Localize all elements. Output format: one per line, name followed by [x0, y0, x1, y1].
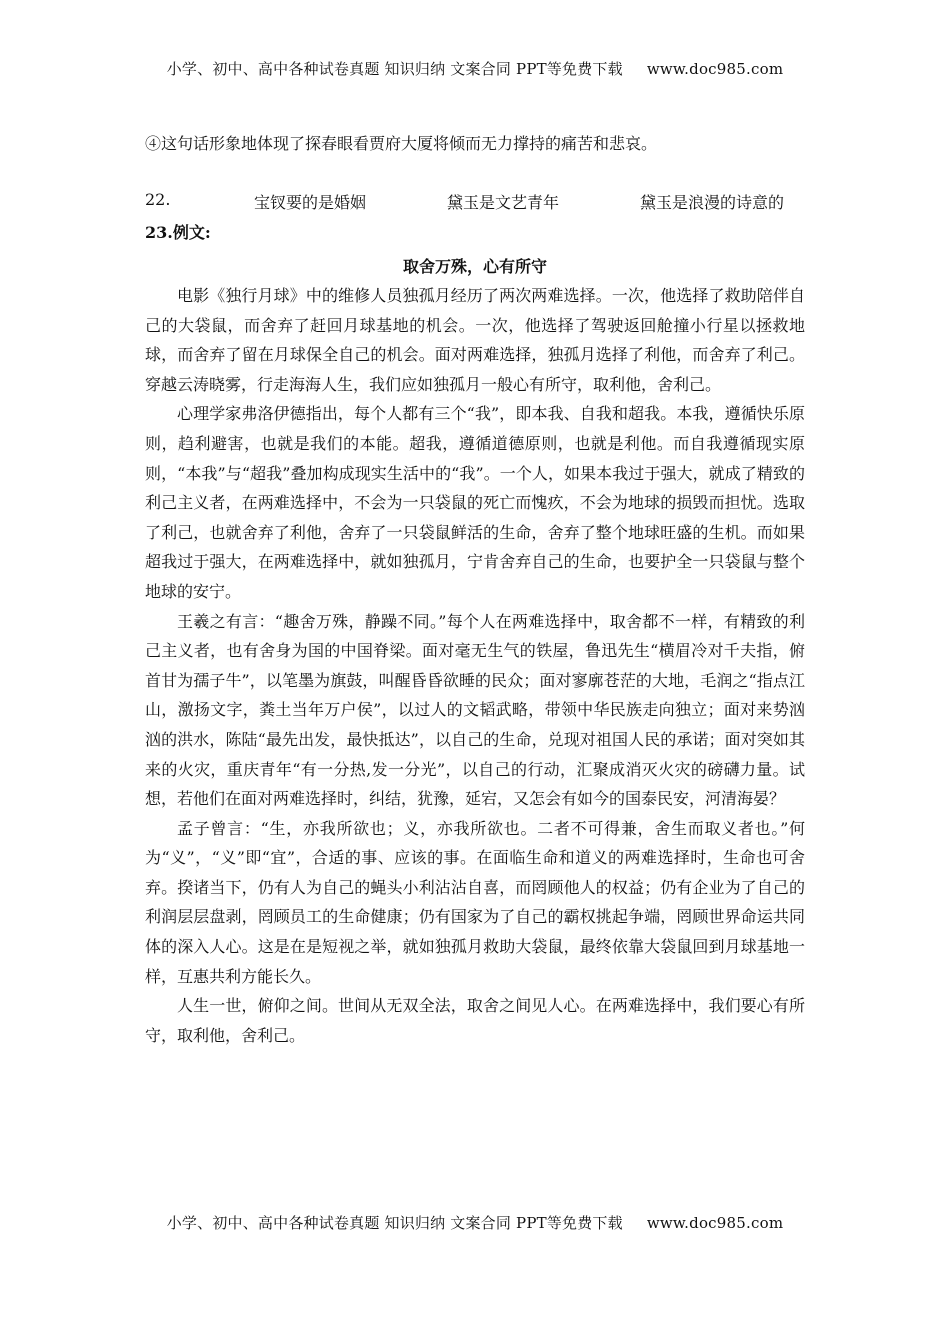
- question-22-answer-2: 黛玉是文艺青年: [447, 193, 560, 212]
- essay-body: [145, 281, 805, 1050]
- essay-paragraph: 电影《独行月球》中的维修人员独孤月经历了两次两难选择。一次，他选择了救助陪伴自己的大袋鼠，而舍弃了赶回月球基地的机会。一次，他选择了驾驶返回舱撞小行星以拯救地球，而舍弃了留在月球保全自己的机会。面对两难选择，独孤月选择了利他，而舍弃了利己。穿越云涛晓雾，行走海海人生，我们应如独孤月一般心有所守，取利他，舍利己。: [145, 286, 805, 394]
- header-text: 小学、初中、高中各种试卷真题 知识归纳 文案合同 PPT等免费下载: [166, 60, 623, 78]
- essay-title: 取舍万殊，心有所守: [402, 257, 547, 276]
- essay-paragraph: 人生一世，俯仰之间。世间从无双全法，取舍之间见人心。在两难选择中，我们要心有所守，取利他，舍利己。: [145, 996, 805, 1045]
- question-22-number: 22.: [145, 190, 171, 209]
- footer-url[interactable]: www.doc985.com: [646, 1214, 784, 1232]
- answer-item-4: ④这句话形象地体现了探春眼看贾府大厦将倾而无力撑持的痛苦和悲哀。: [145, 134, 658, 153]
- page-header: [0, 58, 950, 79]
- page-footer: [0, 1212, 950, 1233]
- question-22-answer-3: 黛玉是浪漫的诗意的: [640, 193, 785, 212]
- header-url[interactable]: www.doc985.com: [646, 60, 784, 78]
- question-23-heading: [145, 220, 211, 243]
- essay-paragraph: 王羲之有言：“趣舍万殊，静躁不同。”每个人在两难选择中，取舍都不一样，有精致的利己主义者，也有舍身为国的中国脊梁。面对毫无生气的铁屋，鲁迅先生“横眉冷对千夫指，俯首甘为孺子牛”，以笔墨为旗鼓，叫醒昏昏欲睡的民众；面对寥廓苍茫的大地，毛润之“指点江山，激扬文字，粪土当年万户侯”，以过人的文韬武略，带领中华民族走向独立；面对来势汹汹的洪水，陈陆“最先出发，最快抵达”，以自己的生命，兑现对祖国人民的承诺；面对突如其来的火灾，重庆青年“有一分热,发一分光”，以自己的行动，汇聚成消灭火灾的磅礴力量。试想，若他们在面对两难选择时，纠结，犹豫，延宕，又怎会有如今的国泰民安，河清海晏？: [145, 611, 805, 809]
- essay-paragraph: 孟子曾言：“生，亦我所欲也；义，亦我所欲也。二者不可得兼，舍生而取义者也。”何为“义”，“义”即“宜”，合适的事、应该的事。在面临生命和道义的两难选择时，生命也可舍弃。揆诸当下，仍有人为自己的蝇头小利沾沾自喜，而罔顾他人的权益；仍有企业为了自己的利润层层盘剥，罔顾员工的生命健康；仍有国家为了自己的霸权挑起争端，罔顾世界命运共同体的深入人心。这是在是短视之举，就如独孤月救助大袋鼠，最终依靠大袋鼠回到月球基地一样，互惠共利方能长久。: [145, 818, 805, 986]
- question-22-answer-1: 宝钗要的是婚姻: [254, 193, 367, 212]
- question-23-number: 23.: [145, 223, 173, 242]
- question-23-label: 例文:: [172, 223, 211, 242]
- essay-paragraph: 心理学家弗洛伊德指出，每个人都有三个“我”，即本我、自我和超我。本我，遵循快乐原则，趋利避害，也就是我们的本能。超我，遵循道德原则，也就是利他。而自我遵循现实原则，“本我”与“超我”叠加构成现实生活中的“我”。一个人，如果本我过于强大，就成了精致的利己主义者，在两难选择中，不会为一只袋鼠的死亡而愧疚，不会为地球的损毁而担忧。选取了利己，也就舍弃了利他，舍弃了一只袋鼠鲜活的生命，舍弃了整个地球旺盛的生机。而如果超我过于强大，在两难选择中，就如独孤月，宁肯舍弃自己的生命，也要护全一只袋鼠与整个地球的安宁。: [145, 404, 805, 601]
- footer-text: 小学、初中、高中各种试卷真题 知识归纳 文案合同 PPT等免费下载: [166, 1214, 623, 1232]
